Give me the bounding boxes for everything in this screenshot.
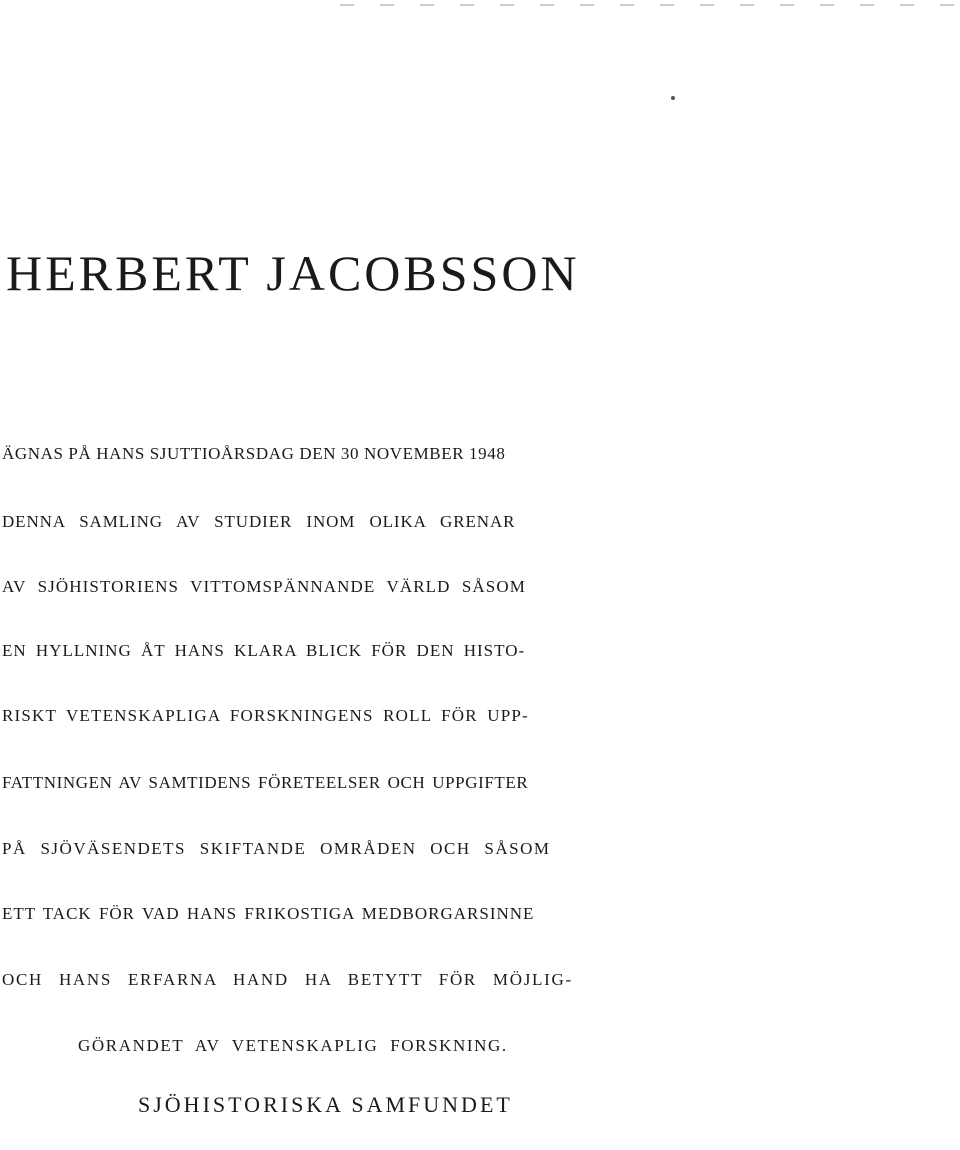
dedication-line: AV SJÖHISTORIENS VITTOMSPÄNNANDE VÄRLD SÅSOM — [2, 577, 526, 596]
dedication-line: GÖRANDET AV VETENSKAPLIG FORSKNING. — [78, 1036, 508, 1055]
publisher-name: SJÖHISTORISKA SAMFUNDET — [138, 1092, 513, 1117]
dedication-line: FATTNINGEN AV SAMTIDENS FÖRETEELSER OCH UPPGIFTER — [2, 773, 529, 792]
scan-artifact-top-edge — [340, 4, 960, 6]
scan-speck — [671, 96, 675, 100]
dedication-line: DENNA SAMLING AV STUDIER INOM OLIKA GRENAR — [2, 512, 516, 531]
dedication-line: RISKT VETENSKAPLIGA FORSKNINGENS ROLL FÖR UPP- — [2, 706, 529, 725]
dedication-line: EN HYLLNING ÅT HANS KLARA BLICK FÖR DEN HISTO- — [2, 641, 526, 660]
author-name-title: HERBERT JACOBSSON — [6, 245, 580, 301]
dedication-line: PÅ SJÖVÄSENDETS SKIFTANDE OMRÅDEN OCH SÅSOM — [2, 839, 551, 858]
dedication-line: OCH HANS ERFARNA HAND HA BETYTT FÖR MÖJLIG- — [2, 970, 573, 989]
dedication-line: ETT TACK FÖR VAD HANS FRIKOSTIGA MEDBORGARSINNE — [2, 904, 535, 923]
dedication-line: ÄGNAS PÅ HANS SJUTTIOÅRSDAG DEN 30 NOVEMBER 1948 — [2, 444, 506, 463]
